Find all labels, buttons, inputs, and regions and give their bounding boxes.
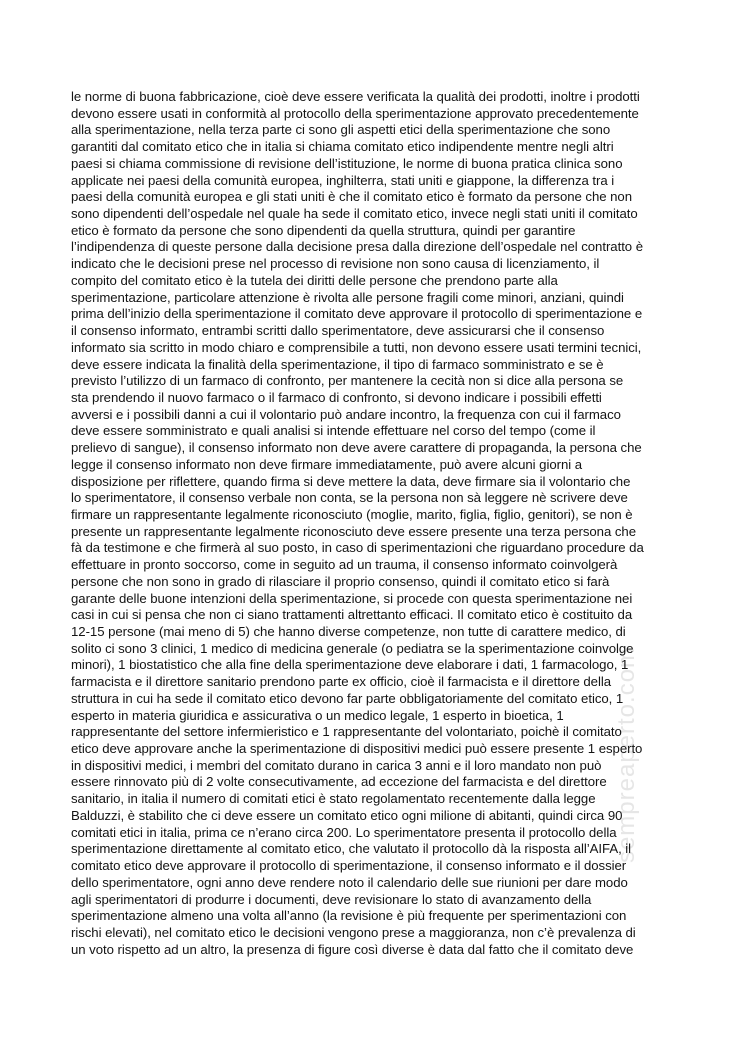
text-line: presente un rappresentante legalmente riconosciuto deve essere presente una terza persona che (71, 523, 636, 539)
text-line: Balduzzi, è stabilito che ci deve essere un comitato etico ogni milione di abitanti, quindi circa 90 (71, 807, 623, 823)
text-line: sperimentazione almeno una volta all’anno (la revisione è più frequente per sperimentazioni con (71, 908, 627, 924)
text-line: in dispositivi medici, i membri del comitato durano in carica 3 anni e il loro mandato non può (71, 757, 602, 773)
text-line: sanitario, in italia il numero di comitati etici è stato regolamentato recentemente dalla legge (71, 791, 596, 807)
text-line: etico deve approvare anche la sperimentazione di dispositivi medici può essere presente 1 esperto (71, 741, 643, 757)
text-line: sperimentazione, particolare attenzione è rivolta alle persone fragili come minori, anziani, quindi (71, 289, 624, 305)
text-line: 12-15 persone (mai meno di 5) che hanno diverse competenze, non tutte di carattere medico, di (71, 624, 626, 639)
text-line: sono dipendenti dell’ospedale nel quale ha sede il comitato etico, invece negli stati uniti il comitato (71, 206, 638, 222)
text-line: struttura in cui ha sede il comitato etico devono far parte obbligatoriamente del comitato etico, 1 (71, 690, 624, 706)
text-line: avversi e i possibili danni a cui il volontario può andare incontro, la frequenza con cui il farmaco (71, 406, 621, 422)
text-line: rischi elevati), nel comitato etico le decisioni vengono prese a maggioranza, non c’è prevalenza di (71, 924, 636, 940)
text-line: solito ci sono 3 clinici, 1 medico di medicina generale (o pediatra se la sperimentazione coinvolge (71, 640, 634, 656)
text-line: prima dell’inizio della sperimentazione il comitato deve approvare il protocollo di sperimentazione e (71, 306, 643, 322)
text-line: etico è formato da persone che sono dipendenti da quella struttura, quindi per garantire (71, 222, 576, 238)
text-line: dello sperimentatore, ogni anno deve rendere noto il calendario delle sue riunioni per dare modo (71, 874, 628, 890)
document-body (71, 89, 681, 958)
text-line: applicate nei paesi della comunità europea, inghilterra, stati uniti e giappone, la differenza tra i (71, 172, 615, 188)
text-line: disposizione per riflettere, quando firma si deve mettere la data, deve firmare sia il volontario che (71, 473, 631, 489)
text-line: il consenso informato, entrambi scritti dallo sperimentatore, deve assicurarsi che il consenso (71, 323, 605, 339)
text-line: comitati etici in italia, prima ce n’erano circa 200. Lo sperimentatore presenta il protocollo della (71, 824, 617, 840)
text-line: paesi della comunità europea e gli stati uniti è che il comitato etico è formato da persone che non (71, 189, 632, 205)
text-line: l’indipendenza di queste persone dalla decisione presa dalla direzione dell’ospedale nel contratto è (71, 239, 643, 255)
text-line: agli sperimentatori di produrre i documenti, deve revisionare lo stato di avanzamento della (71, 891, 592, 907)
text-line: farmacista e il direttore sanitario prendono parte ex officio, cioè il farmacista e il direttore della (71, 674, 612, 690)
text-line: fà da testimone e che firmerà al suo posto, in caso di sperimentazioni che riguardano procedure da (71, 540, 644, 556)
text-line: comitato etico deve approvare il protocollo di sperimentazione, il consenso informato e il dossier (71, 858, 627, 874)
text-line: minori), 1 biostatistico che alla fine della sperimentazione deve elaborare i dati, 1 farmacologo, 1 (71, 657, 629, 673)
text-line: devono essere usati in conformità al protocollo della sperimentazione approvato precedentemente (71, 105, 639, 121)
text-line: firmare un rappresentante legalmente riconosciuto (moglie, marito, figlia, figlio, genitori), se non è (71, 506, 633, 522)
text-line: sta prendendo il nuovo farmaco o il farmaco di confronto, si devono indicare i possibili effetti (71, 389, 602, 405)
text-line: legge il consenso informato non deve firmare immediatamente, può avere alcuni giorni a (71, 456, 583, 472)
text-line: indicato che le decisioni prese nel processo di revisione non sono causa di licenziamento, il (71, 256, 600, 272)
text-line: alla sperimentazione, nella terza parte ci sono gli aspetti etici della sperimentazione che sono (71, 122, 611, 138)
watermark-text: sempreaperto.com (613, 646, 640, 864)
text-line: rappresentante del settore infermieristico e 1 rappresentante del volontariato, poichè il comitato (71, 724, 622, 740)
text-line: persone che non sono in grado di rilasciare il proprio consenso, quindi il comitato etico si farà (71, 573, 610, 589)
text-line: esperto in materia giuridica e assicurativa o un medico legale, 1 esperto in bioetica, 1 (71, 707, 564, 723)
text-line: deve essere somministrato e quali analisi si intende effettuare nel corso del tempo (come il (71, 423, 596, 439)
text-line: garante delle buone intenzioni della sperimentazione, si procede con questa sperimentazione nei (71, 590, 633, 606)
text-line: lo sperimentatore, il consenso verbale non conta, se la persona non sà leggere nè scrivere deve (71, 490, 628, 506)
text-line: deve essere indicata la finalità della sperimentazione, il tipo di farmaco somministrato e se è (71, 356, 604, 372)
text-line: casi in cui si pensa che non ci siano trattamenti altrettanto efficaci. Il comitato etico è costituito da (71, 607, 633, 623)
text-line: prelievo di sangue), il consenso informato non deve avere carattere di propaganda, la persona che (71, 440, 642, 456)
text-line: essere rinnovato più di 2 volte consecutivamente, ad eccezione del farmacista e del direttore (71, 774, 607, 790)
text-line: le norme di buona fabbricazione, cioè deve essere verificata la qualità dei prodotti, inoltre i prodotti (71, 89, 640, 104)
text-line: un voto rispetto ad un altro, la presenza di figure così diverse è data dal fatto che il comitato deve (71, 941, 634, 957)
text-line: effettuare in pronto soccorso, come in seguito ad un trauma, il consenso informato coinvolgerà (71, 557, 618, 573)
text-line: previsto l’utilizzo di un farmaco di confronto, per mantenere la cecità non si dice alla persona se (71, 373, 624, 389)
text-line: compito del comitato etico è la tutela dei diritti delle persone che prendono parte alla (71, 272, 558, 288)
text-line: garantiti dal comitato etico che in italia si chiama comitato etico indipendente mentre negli altri (71, 139, 614, 155)
text-line: sperimentazione direttamente al comitato etico, che valutato il protocollo dà la risposta all’AIFA, il (71, 841, 632, 857)
text-line: paesi si chiama commissione di revisione dell’istituzione, le norme di buona pratica clinica sono (71, 155, 623, 171)
text-line: informato sia scritto in modo chiaro e comprensibile a tutti, non devono essere usati termini tecnici, (71, 339, 642, 355)
